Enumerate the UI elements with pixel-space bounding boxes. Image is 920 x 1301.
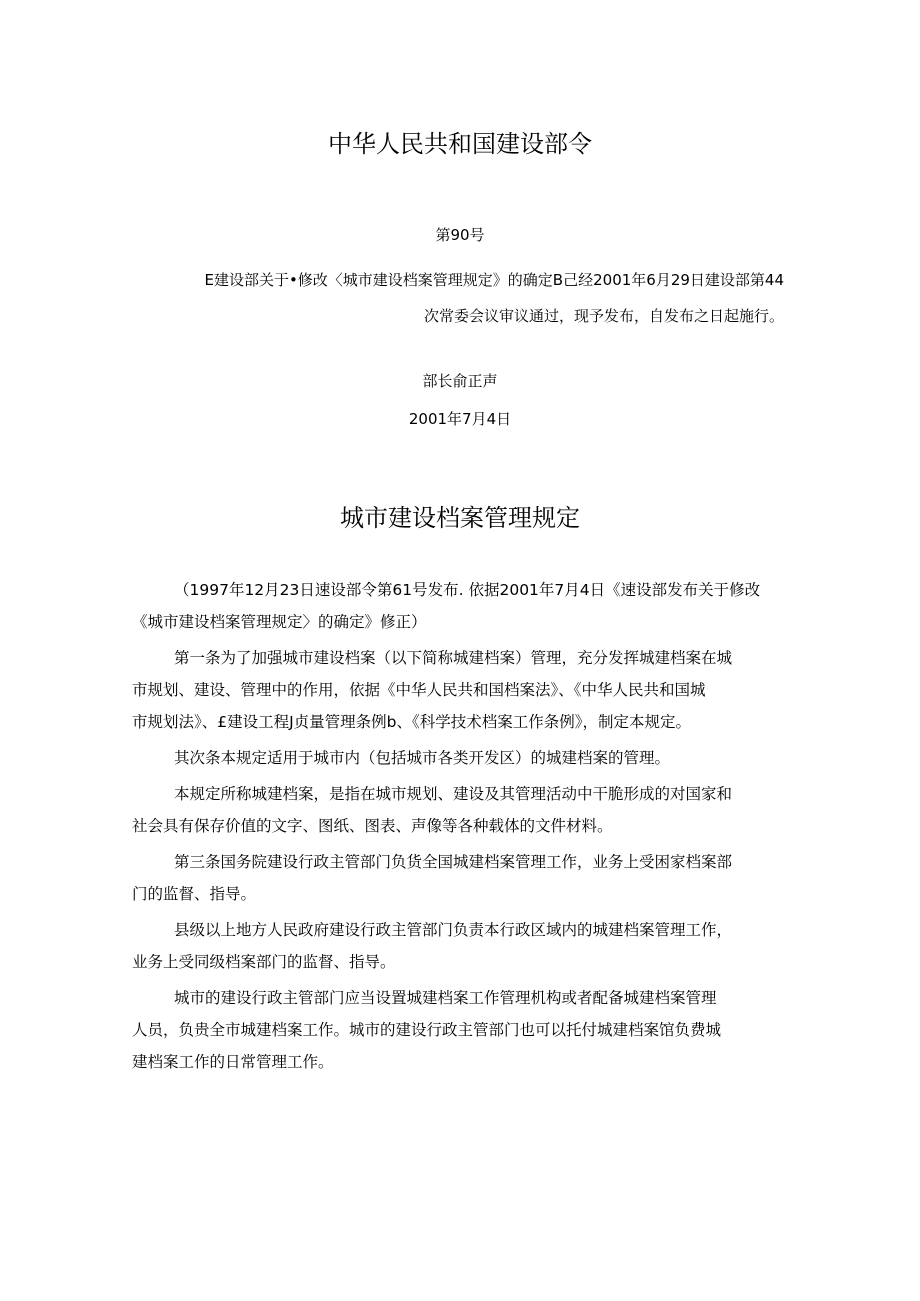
body-line: 第三条国务院建设行政主管部门负货全国城建档案管理工作，业务上受困家档案部 bbox=[174, 853, 733, 871]
regulation-title: 城市建设档案管理规定 bbox=[340, 504, 580, 532]
body-line: 业务上受同级档案部门的监督、指导。 bbox=[132, 953, 396, 971]
decree-intro bbox=[132, 262, 784, 334]
body-line: 其次条本规定适用于城市内（包括城市各类开发区）的城建档案的管理。 bbox=[174, 749, 671, 767]
body-line: （1997年12月23日速设部令第61号发布. 依据2001年7月4日《速设部发布关于修改 bbox=[174, 581, 761, 599]
body-line: 建档案工作的日常管理工作。 bbox=[132, 1053, 334, 1071]
body-line: 市规划法》、£建设工程J贞量管理条例b、《科学技术档案工作条例》，制定本规定。 bbox=[132, 713, 692, 731]
decree-title: 中华人民共和国建设部令 bbox=[328, 130, 592, 158]
intro-line: E建设部关于•修改〈城市建设档案管理规定》的确定B己经2001年6月29日建设部第44 bbox=[204, 271, 784, 289]
body-line: 第一条为了加强城市建设档案（以下简称城建档案）管理，充分发挥城建档案在城 bbox=[174, 649, 733, 667]
body-line: 《城市建设档案管理规定〉的确定》修正） bbox=[132, 613, 427, 631]
body-line: 城市的建设行政主管部门应当设置城建档案工作管理机构或者配备城建档案管理 bbox=[174, 989, 717, 1007]
body-line: 门的监督、指导。 bbox=[132, 885, 257, 903]
body-line: 本规定所称城建档案，是指在城市规划、建设及其管理活动中干脆形成的对国家和 bbox=[174, 785, 733, 803]
decree-date: 2001年7月4日 bbox=[408, 410, 512, 428]
regulation-body bbox=[132, 574, 784, 1078]
order-number: 第90号 bbox=[435, 226, 485, 244]
intro-line: 次常委会议审议通过，现予发布，自发布之日起施行。 bbox=[423, 307, 784, 325]
body-line: 人员，负贵全市城建档案工作。城市的建设行政主管部门也可以托付城建档案馆负费城 bbox=[132, 1021, 722, 1039]
body-line: 市规划、建设、管理中的作用，依据《中华人民共和国档案法》、《中华人民共和国城 bbox=[132, 681, 706, 699]
body-line: 县级以上地方人民政府建设行政主管部门负责本行政区域内的城建档案管理工作， bbox=[174, 921, 733, 939]
body-line: 社会具有保存价值的文字、图纸、图表、声像等各种载体的文件材料。 bbox=[132, 817, 613, 835]
minister-signature: 部长俞正声 bbox=[422, 372, 498, 390]
